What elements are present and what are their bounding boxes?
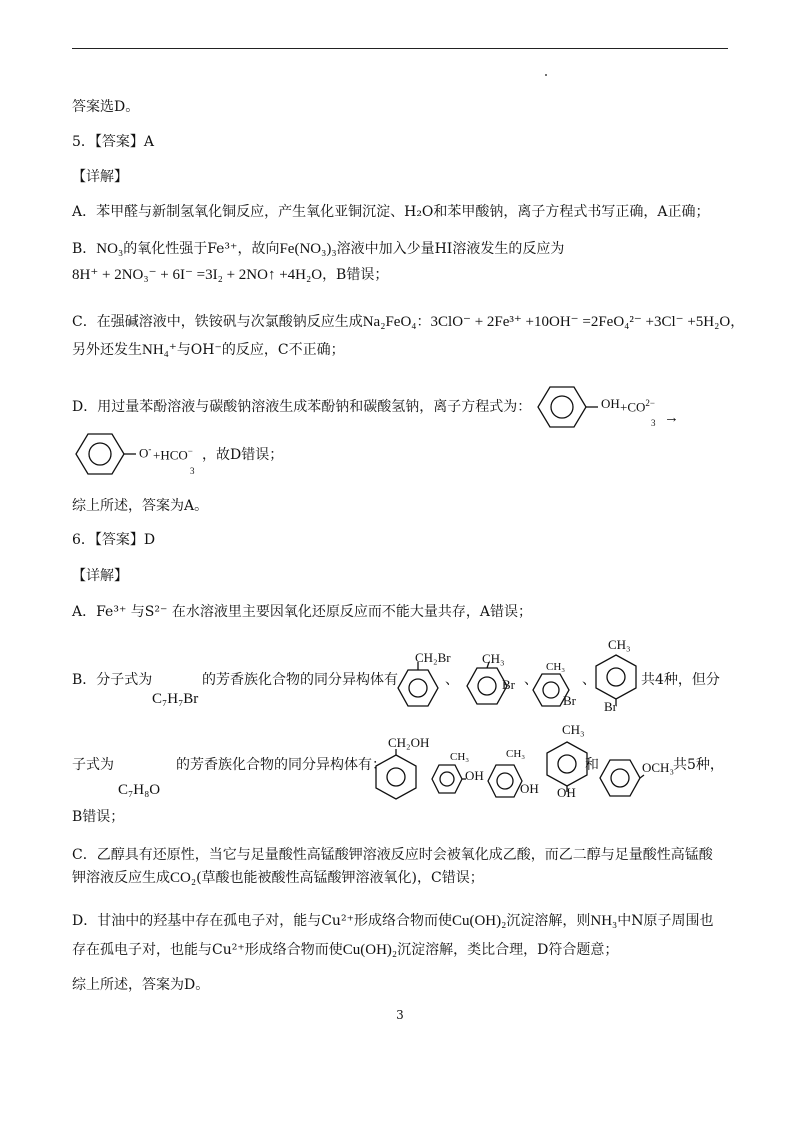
separator-2: 、 <box>524 672 538 688</box>
ammonium-formula: NH₄⁺ <box>142 342 177 358</box>
q5-summary: 综上所述，答案为A。 <box>72 498 209 514</box>
q6-option-a: A．Fe³⁺ 与S²⁻ 在水溶液里主要因氧化还原反应而不能大量共存，A错误； <box>72 604 532 620</box>
label-ch3-para: CH₃ <box>608 637 631 652</box>
ortho-bromotoluene-ring <box>467 666 507 706</box>
q6-option-d-line1: D．甘油中的羟基中存在孤电子对，能与Cu²⁺形成络合物而使Cu(OH)₂沉淀溶解，则NH₃中N原子周围也 <box>72 913 714 929</box>
label-ch3-cresol-meta: CH₃ <box>506 748 526 760</box>
para-cresol-ring <box>547 742 587 786</box>
equation-c: 3ClO⁻ + 2Fe³⁺ +10OH⁻ =2FeO₄²⁻ +3Cl⁻ +5H₂O <box>430 314 731 330</box>
benzyl-bromide-ring <box>398 668 438 708</box>
phenol-ring <box>538 385 588 429</box>
q5-option-d-tail: ，故D错误； <box>202 447 284 463</box>
q5-option-d-line1: D．用过量苯酚溶液与碳酸钠溶液生成苯酚钠和碳酸氢钠，离子方程式为： <box>72 399 532 415</box>
ortho-cresol-ring <box>432 764 462 794</box>
label-ch3-meta: CH₃ <box>546 661 566 673</box>
q6-option-b-line2-mid: 的芳香族化合物的同分异构体有： <box>176 757 386 773</box>
label-oh-ortho: OH <box>465 768 484 783</box>
nitrate-formula: NO₃ <box>96 241 124 257</box>
phenol-oh-label: OH <box>601 396 620 411</box>
benzyl-alcohol-ring <box>376 755 416 799</box>
separator-1: 、 <box>445 672 459 688</box>
phenoxide-ring <box>76 432 126 476</box>
previous-answer-line: 答案选D。 <box>72 99 140 115</box>
phenoxide-label: O- <box>139 444 152 461</box>
q6-option-b-line3: B错误； <box>72 809 125 825</box>
anisole-ring <box>600 758 640 798</box>
stray-dot <box>545 74 547 76</box>
q6-option-b-line2-end: 共5种， <box>673 757 724 773</box>
carbonate-subscript: 3 <box>651 418 656 428</box>
bicarbonate-subscript: 3 <box>190 466 195 476</box>
q6-option-b-line1-mid: 的芳香族化合物的同分异构体有 <box>202 672 398 688</box>
sodium-ferrate-formula: Na₂FeO₄ <box>362 314 417 330</box>
label-br-meta: Br <box>563 693 576 708</box>
q5-answer: 5．【答案】A <box>72 134 155 150</box>
label-och3: OCH₃ <box>642 760 674 775</box>
formula-c7h7br: C₇H₇Br <box>152 691 199 707</box>
label-ch2br: CH₂Br <box>415 650 451 665</box>
header-rule <box>72 48 728 49</box>
q5-option-c-line1: C．在强碱溶液中，铁铵矾与次氯酸钠反应生成Na₂FeO₄：3ClO⁻ + 2Fe³⁺ +10OH⁻ =2FeO₄²⁻ +3Cl⁻ +5H₂O， <box>72 314 745 330</box>
q5-option-b-line2: 8H⁺ + 2NO₃⁻ + 6I⁻ =3I₂ + 2NO↑ +4H₂O，B错误； <box>72 267 389 283</box>
label-ch3-ortho: CH₃ <box>482 651 505 666</box>
meta-cresol-ring <box>488 764 522 798</box>
q5-detail-heading: 【详解】 <box>72 169 128 185</box>
ammonia-formula: NH₃ <box>590 913 618 929</box>
label-br-para: Br <box>604 699 617 714</box>
and-word: 和 <box>585 757 599 773</box>
separator-3: 、 <box>582 672 596 688</box>
copper-hydroxide-formula-2: Cu(OH)₂ <box>342 942 398 958</box>
q6-detail-heading: 【详解】 <box>72 568 128 584</box>
q6-option-c-line2: 钾溶液反应生成CO₂(草酸也能被酸性高锰酸钾溶液氧化)，C错误； <box>72 870 484 886</box>
label-ch3-cresol-para: CH₃ <box>562 722 585 737</box>
iron-nitrate-formula: Fe(NO₃)₃ <box>279 241 337 257</box>
co2-formula: CO₂ <box>170 870 197 886</box>
label-oh-para: OH <box>557 785 576 800</box>
q6-summary: 综上所述，答案为D。 <box>72 977 210 993</box>
q6-option-b-line1-start: B．分子式为 <box>72 672 153 688</box>
label-oh-meta: OH <box>520 781 539 796</box>
formula-c7h8o: C₇H₈O <box>118 782 161 798</box>
q5-option-a: A．苯甲醛与新制氢氧化铜反应，产生氧化亚铜沉淀、H₂O和苯甲酸钠，离子方程式书写正确，A正确； <box>72 204 710 220</box>
para-bromotoluene-ring <box>596 655 636 699</box>
q5-option-c-line2: 另外还发生NH₄⁺与OH⁻的反应，C不正确； <box>72 342 345 358</box>
copper-hydroxide-formula-1: Cu(OH)₂ <box>451 913 507 929</box>
reaction-arrow: → <box>664 410 679 426</box>
page-number: 3 <box>396 1008 404 1022</box>
q6-option-d-line2: 存在孤电子对，也能与Cu²⁺形成络合物而使Cu(OH)₂沉淀溶解，类比合理，D符合题意； <box>72 942 619 958</box>
q6-option-c-line1: C．乙醇具有还原性，当它与足量酸性高锰酸钾溶液反应时会被氧化成乙酸，而乙二醇与足量酸性高锰酸 <box>72 847 713 863</box>
label-ch3-cresol-ortho: CH₃ <box>450 751 470 763</box>
q6-option-b-line1-end: 共4种，但分 <box>641 672 720 688</box>
label-ch2oh: CH₂OH <box>388 735 430 750</box>
q5-option-b-line1: B．NO₃的氧化性强于Fe³⁺，故向Fe(NO₃)₃溶液中加入少量HI溶液发生的反应为 <box>72 241 565 257</box>
equation-b: 8H⁺ + 2NO₃⁻ + 6I⁻ =3I₂ + 2NO↑ +4H₂O <box>72 267 323 283</box>
carbonate-term: $+CO^{2-}$ <box>620 398 655 415</box>
label-br-ortho: Br <box>502 677 515 692</box>
q6-option-b-line2-start: 子式为 <box>72 757 114 773</box>
bicarbonate-term: +HCO− <box>153 446 193 463</box>
q6-answer: 6．【答案】D <box>72 532 156 548</box>
